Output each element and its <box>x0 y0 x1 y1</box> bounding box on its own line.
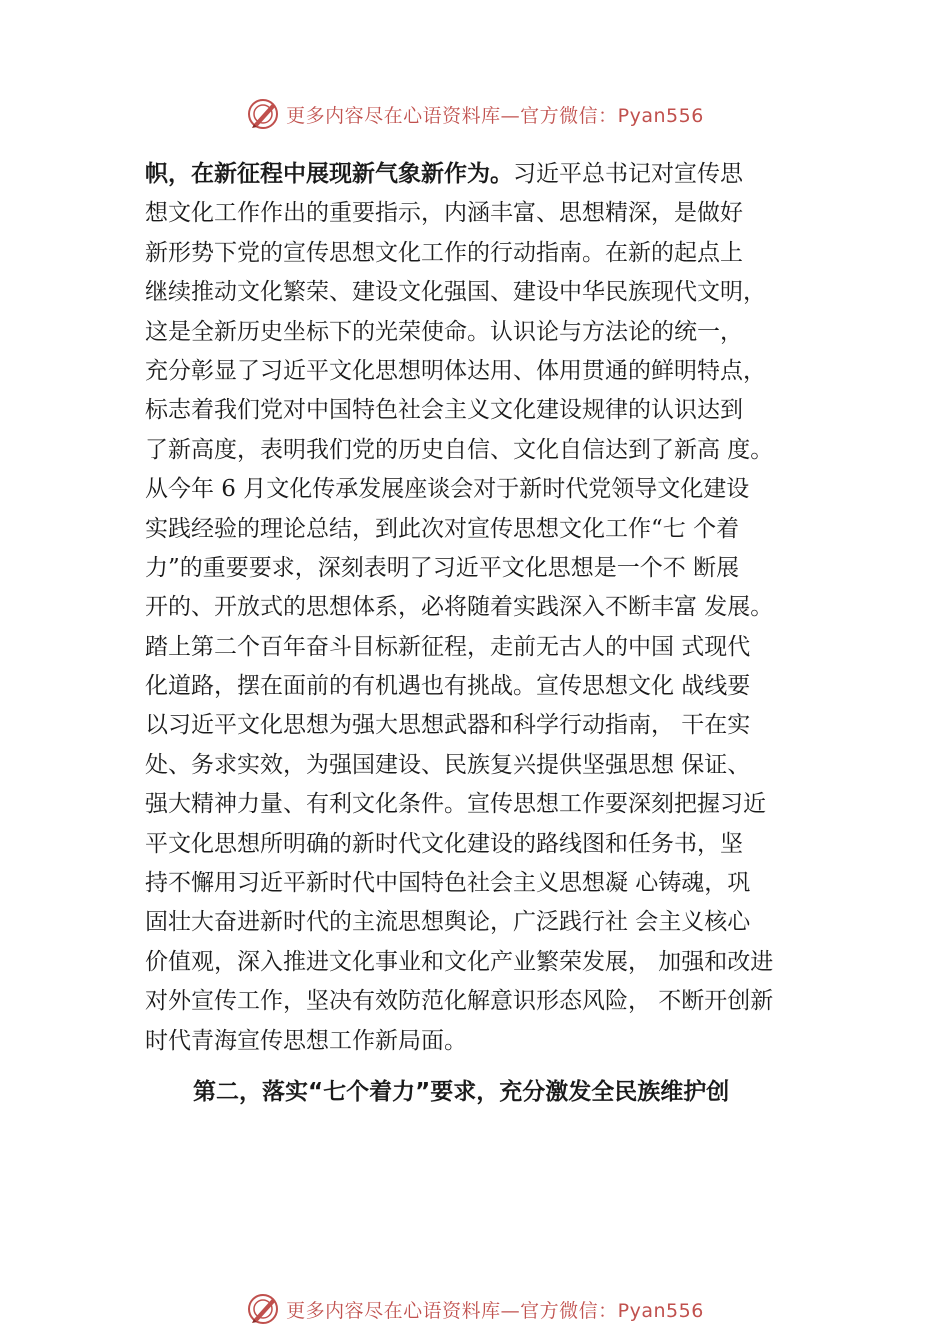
paragraph-line: 时代青海宣传思想工作新局面。 <box>145 1027 467 1054</box>
paragraph-line: 想文化工作作出的重要指示，内涵丰富、思想精深，是做好 <box>145 200 743 227</box>
watermark-text <box>286 101 704 128</box>
paragraph-line: 实践经验的理论总结，到此次对宣传思想文化工作“七 个着 <box>145 515 740 542</box>
paragraph-line: 新形势下党的宣传思想文化工作的行动指南。在新的起点上 <box>145 239 743 266</box>
watermark-cn: 更多内容尽在心语资料库—官方微信： <box>286 104 618 127</box>
paragraph-line: 强大精神力量、有利文化条件。宣传思想工作要深刻把握习近 <box>145 791 766 818</box>
paragraph-line <box>145 155 845 194</box>
section-heading: 第二，落实“七个着力”要求，充分激发全民族维护创 <box>193 1079 730 1105</box>
body-paragraph <box>145 155 845 1061</box>
pen-logo-icon <box>246 97 280 131</box>
paragraph-line: 继续推动文化繁荣、建设文化强国、建设中华民族现代文明， <box>145 279 766 306</box>
paragraph-line: 充分彰显了习近平文化思想明体达用、体用贯通的鲜明特点， <box>145 357 766 384</box>
paragraph-line: 开的、开放式的思想体系，必将随着实践深入不断丰富 发展。 <box>145 594 774 621</box>
watermark-wechat-id: Pyan556 <box>617 104 704 127</box>
paragraph-line: 平文化思想所明确的新时代文化建设的路线图和任务书，坚 <box>145 830 743 857</box>
watermark-footer <box>0 1289 950 1329</box>
paragraph-line: 力”的重要要求，深刻表明了习近平文化思想是一个不 断展 <box>145 554 740 581</box>
paragraph-line: 从今年 6 月文化传承发展座谈会对于新时代党领导文化建设 <box>145 476 750 503</box>
watermark-cn: 更多内容尽在心语资料库—官方微信： <box>286 1299 618 1322</box>
paragraph-line: 价值观，深入推进文化事业和文化产业繁荣发展， 加强和改进 <box>145 948 774 975</box>
paragraph-line: 对外宣传工作，坚决有效防范化解意识形态风险， 不断开创新 <box>145 988 774 1015</box>
paragraph-line: 以习近平文化思想为强大思想武器和科学行动指南， 干在实 <box>145 712 751 739</box>
paragraph-line: 固壮大奋进新时代的主流思想舆论，广泛践行社 会主义核心 <box>145 909 751 936</box>
paragraph-line: 了新高度，表明我们党的历史自信、文化自信达到了新高 度。 <box>145 436 774 463</box>
paragraph-line: 踏上第二个百年奋斗目标新征程，走前无古人的中国 式现代 <box>145 633 751 660</box>
paragraph-line: 化道路，摆在面前的有机遇也有挑战。宣传思想文化 战线要 <box>145 673 751 700</box>
paragraph-first-rest: 习近平总书记对宣传思 <box>513 161 743 187</box>
watermark-header <box>0 94 950 134</box>
paragraph-line: 标志着我们党对中国特色社会主义文化建设规律的认识达到 <box>145 397 743 424</box>
paragraph-line: 这是全新历史坐标下的光荣使命。认识论与方法论的统一， <box>145 318 743 345</box>
watermark-wechat-id: Pyan556 <box>617 1299 704 1322</box>
watermark-text <box>286 1296 704 1323</box>
paragraph-lead-bold: 帜，在新征程中展现新气象新作为。 <box>145 161 513 187</box>
pen-logo-icon <box>246 1292 280 1326</box>
paragraph-line: 处、务求实效，为强国建设、民族复兴提供坚强思想 保证、 <box>145 751 751 778</box>
paragraph-line: 持不懈用习近平新时代中国特色社会主义思想凝 心铸魂，巩 <box>145 870 751 897</box>
